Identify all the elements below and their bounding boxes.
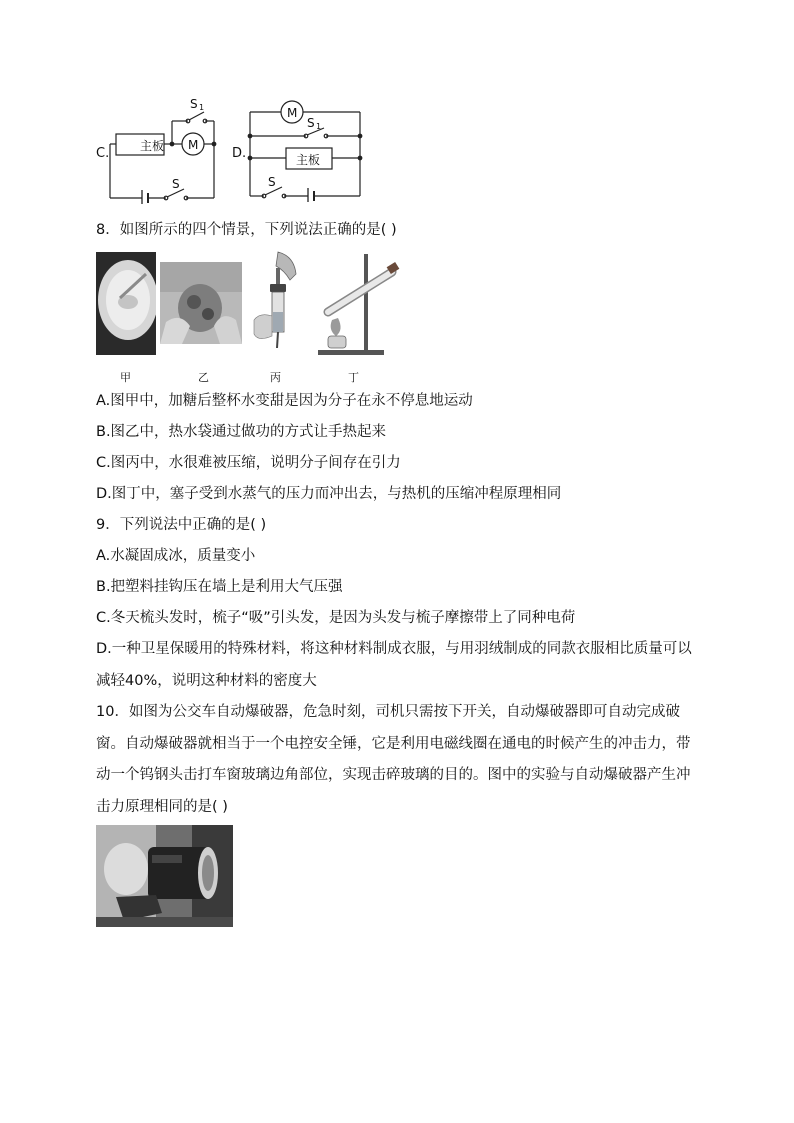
q8-caption-jia: 甲 <box>120 371 131 384</box>
q8-figure-bing <box>250 250 302 354</box>
circuit-d-motor-label: M <box>287 106 298 120</box>
q8-figure-yi <box>160 262 242 344</box>
circuit-c-motor-label: M <box>188 138 199 152</box>
q9-option-d: D.一种卫星保暖用的特殊材料，将这种材料制成衣服，与用羽绒制成的同款衣服相比质量可以减轻40%，说明这种材料的密度大 <box>96 641 692 689</box>
q8-option-d: D.图丁中，塞子受到水蒸气的压力而冲出去，与热机的压缩冲程原理相同 <box>96 486 562 502</box>
q8-option-a: A.图甲中，加糖后整杯水变甜是因为分子在永不停息地运动 <box>96 393 473 409</box>
circuit-c-label: C. <box>96 146 110 161</box>
q8-figure-jia <box>96 252 156 355</box>
circuit-d-board-label: 主板 <box>296 153 321 167</box>
circuit-d-s-label: S <box>268 175 276 189</box>
q8-caption-yi: 乙 <box>198 371 209 384</box>
circuit-d-s1-sub: 1 <box>316 122 322 131</box>
circuit-c-s1-sub: 1 <box>199 103 205 112</box>
q9-option-c: C.冬天梳头发时，梳子“吸”引头发，是因为头发与梳子摩擦带上了同种电荷 <box>96 610 576 626</box>
q9-option-a: A.水凝固成冰，质量变小 <box>96 548 256 564</box>
circuit-d-diagram <box>246 98 364 202</box>
circuit-c-s-label: S <box>172 177 180 191</box>
circuit-c-diagram <box>108 94 220 204</box>
q8-option-c: C.图丙中，水很难被压缩，说明分子间存在引力 <box>96 455 401 471</box>
circuit-c-s1-label: S <box>190 97 198 111</box>
q9-option-b: B.把塑料挂钩压在墙上是利用大气压强 <box>96 579 343 595</box>
q10-figure-breaker <box>96 825 233 927</box>
q8-stem: 8．如图所示的四个情景，下列说法正确的是( ) <box>96 222 397 238</box>
circuit-d-s1-label: S <box>307 116 315 130</box>
q8-caption-ding: 丁 <box>348 371 359 384</box>
q8-caption-bing: 丙 <box>270 371 281 384</box>
q9-stem: 9．下列说法中正确的是( ) <box>96 517 267 533</box>
circuit-d-label: D. <box>232 146 247 161</box>
circuit-c-board-label: 主板 <box>140 139 165 153</box>
q10-text: 10．如图为公交车自动爆破器，危急时刻，司机只需按下开关，自动爆破器即可自动完成破窗。自动爆破器就相当于一个电控安全锤，它是利用电磁线圈在通电的时候产生的冲击力，带动一个钨钢头击打车窗玻璃边角部位，实现击碎玻璃的目的。图中的实验与自动爆破器产生冲击力原理相同的是( ) <box>96 704 691 815</box>
q8-figure-ding <box>308 250 404 360</box>
q8-option-b: B.图乙中，热水袋通过做功的方式让手热起来 <box>96 424 387 440</box>
